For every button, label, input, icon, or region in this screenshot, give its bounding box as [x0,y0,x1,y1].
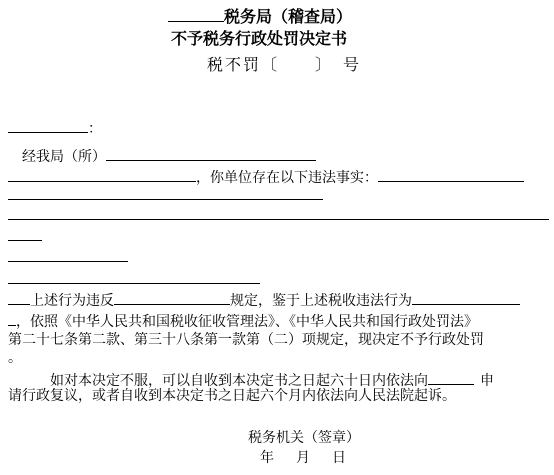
violation-nature-blank[interactable] [412,290,520,305]
appeal-rights-text: 如对本决定不服，可以自收到本决定书之日起六十日内依法向 [50,373,428,389]
review-authority-blank[interactable] [428,370,474,385]
addressee-line [8,118,102,137]
addressee-blank[interactable] [8,118,88,133]
appeal-rights-line1 [50,370,494,389]
violation-intro-line [8,167,524,186]
addressee-colon: ： [88,121,102,137]
legal-basis-line2-lead-blank[interactable] [8,311,16,326]
investigation-line [22,146,316,165]
document-title-line2: 不予税务行政处罚决定书 [171,29,348,48]
issue-date: 年 月 日 [260,450,350,466]
document-title-line1 [168,4,352,27]
investigation-blank[interactable] [106,146,316,161]
investigation-prefix: 经我局（所） [22,149,106,165]
legal-basis-lead-blank[interactable] [8,290,30,305]
violation-fact-line-2[interactable] [8,219,549,220]
appeal-rights-line2: 请行政复议，或者自收到本决定书之日起六个月内依法向人民法院起诉。 [8,388,456,404]
legal-basis-line2 [8,311,478,330]
violation-fact-line-1[interactable] [8,199,323,200]
title-line1-text: 税务局（稽查局） [224,7,353,26]
legal-basis-line1 [8,290,520,309]
violation-intro-blank-right[interactable] [378,167,524,182]
violation-fact-line-4[interactable] [8,261,128,262]
legal-basis-line3: 第二十七条第二款、第三十八条第一款第（二）项规定，现决定不予行政处罚 [8,332,484,348]
legal-basis-considering: 规定，鉴于上述税收违法行为 [230,293,412,309]
legal-basis-laws: ，依照《中华人民共和国税收征收管理法》、《中华人民共和国行政处罚法》 [16,314,478,330]
violated-regulation-blank[interactable] [114,290,230,305]
violation-intro-text: ，你单位存在以下违法事实： [196,170,378,186]
legal-basis-violates: 上述行为违反 [30,293,114,309]
issuer-seal: 税务机关（签章） [248,430,360,446]
appeal-rights-tail: 申 [480,373,494,389]
legal-basis-line4: 。 [8,350,22,366]
tax-bureau-name-blank[interactable] [168,7,224,22]
violation-intro-blank-left[interactable] [8,167,196,182]
document-number: 税不罚〔 〕 号 [207,55,362,74]
violation-fact-line-5[interactable] [8,283,260,284]
violation-fact-line-3[interactable] [8,240,42,241]
